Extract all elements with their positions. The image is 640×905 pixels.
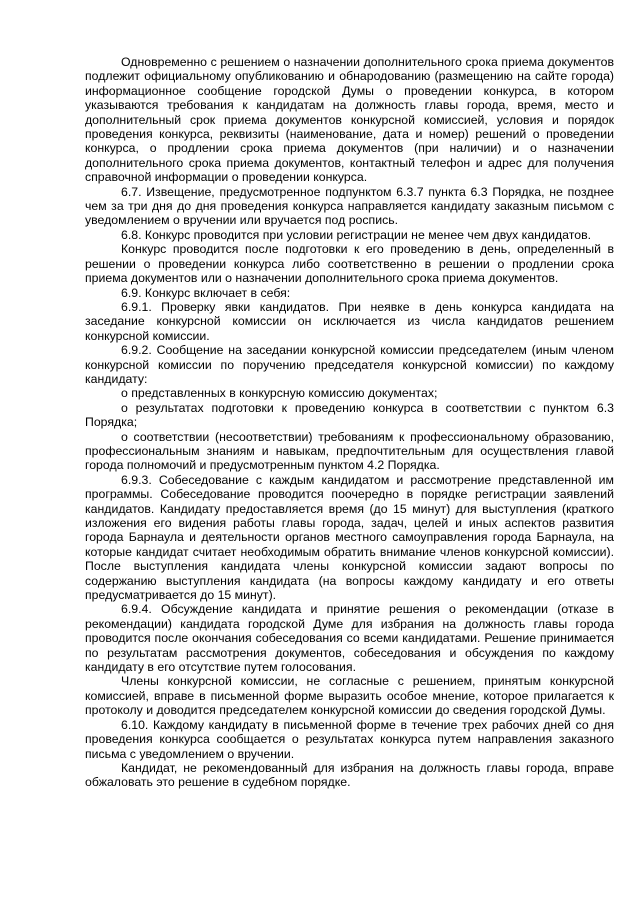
paragraph-6-9-3: 6.9.3. Собеседование с каждым кандидатом и рассмотрение представленной им программы. Собеседование проводится поочередно в порядке регистрации заявлений кандидатов. Кандидату предоставляется время (до 15 минут) для выступления (краткого изложения его видения работы главы города, задач, целей и иных аспектов развития города Барнаула и деятельности органов местного самоуправления города Барнаула, на которые кандидат считает необходимым обратить внимание членов конкурсной комиссии). После выступления кандидата члены конкурсной комиссии задают вопросы по содержанию выступления кандидата (на вопросы каждому кандидату и его ответы предусматривается до 15 минут).: [85, 472, 614, 603]
paragraph-contest-date: Конкурс проводится после подготовки к его проведению в день, определенный в решении о проведении конкурса либо соответственно в решении о продлении срока приема документов или о назначении дополнительного срока приема документов.: [85, 242, 614, 286]
paragraph-6-9-2: 6.9.2. Сообщение на заседании конкурсной комиссии председателем (иным членом конкурсной комиссии по поручению председателя конкурсной комиссии) по каждому кандидату:: [85, 343, 614, 386]
paragraph-documents: о представленных в конкурсную комиссию документах;: [121, 386, 438, 401]
paragraph-6-9-1: 6.9.1. Проверку явки кандидатов. При неявке в день конкурса кандидата на заседание конкурсной комиссии он исключается из числа кандидатов решением конкурсной комиссии.: [85, 299, 614, 343]
paragraph-requirements: о соответствии (несоответствии) требованиям к профессиональному образованию, профессиональным знаниям и навыкам, предпочтительным для осуществления главой города полномочий и предусмотренным пунктом 4.2 Порядка.: [85, 429, 614, 473]
paragraph-6-7: 6.7. Извещение, предусмотренное подпунктом 6.3.7 пункта 6.3 Порядка, не позднее чем за три дня до дня проведения конкурса направляется кандидату заказным письмом с уведомлением о вручении или вручается под роспись.: [85, 184, 614, 228]
paragraph-6-10: 6.10. Каждому кандидату в письменной форме в течение трех рабочих дней со дня проведения конкурса сообщается о результатах конкурса путем направления заказного письма с уведомлением о вручении.: [85, 717, 614, 761]
paragraph-6-9: 6.9. Конкурс включает в себя:: [121, 285, 291, 300]
paragraph-6-9-4: 6.9.4. Обсуждение кандидата и принятие решения о рекомендации (отказе в рекомендации) кандидата городской Думе для избрания на должность главы города проводится после окончания собеседования со всеми кандидатами. Решение принимается по результатам рассмотрения документов, собеседования и обсуждения по каждому кандидату в его отсутствие путем голосования.: [85, 602, 614, 675]
paragraph-announcement: Одновременно с решением о назначении дополнительного срока приема документов подлежит официальному опубликованию и обнародованию (размещению на сайте города) информационное сообщение городской Думы о проведении конкурса, в котором указываются требования к кандидатам на должность главы города, время, место и дополнительный срок приема документов конкурсной комиссией, условия и порядок проведения конкурса, реквизиты (наименование, дата и номер) решений о проведении конкурса, о продлении срока приема документов (при наличии) и о назначении дополнительного срока приема документов, контактный телефон и адрес для получения справочной информации о проведении конкурса.: [85, 55, 614, 185]
paragraph-preparation: о результатах подготовки к проведению конкурса в соответствии с пунктом 6.3 Порядка;: [85, 400, 614, 430]
paragraph-6-8: 6.8. Конкурс проводится при условии регистрации не менее чем двух кандидатов.: [121, 227, 592, 242]
paragraph-appeal: Кандидат, не рекомендованный для избрания на должность главы города, вправе обжаловать это решение в судебном порядке.: [85, 760, 614, 790]
paragraph-dissent: Члены конкурсной комиссии, не согласные с решением, принятым конкурсной комиссией, вправе в письменной форме выразить особое мнение, которое прилагается к протоколу и доводится председателем конкурсной комиссии до сведения городской Думы.: [85, 674, 614, 718]
